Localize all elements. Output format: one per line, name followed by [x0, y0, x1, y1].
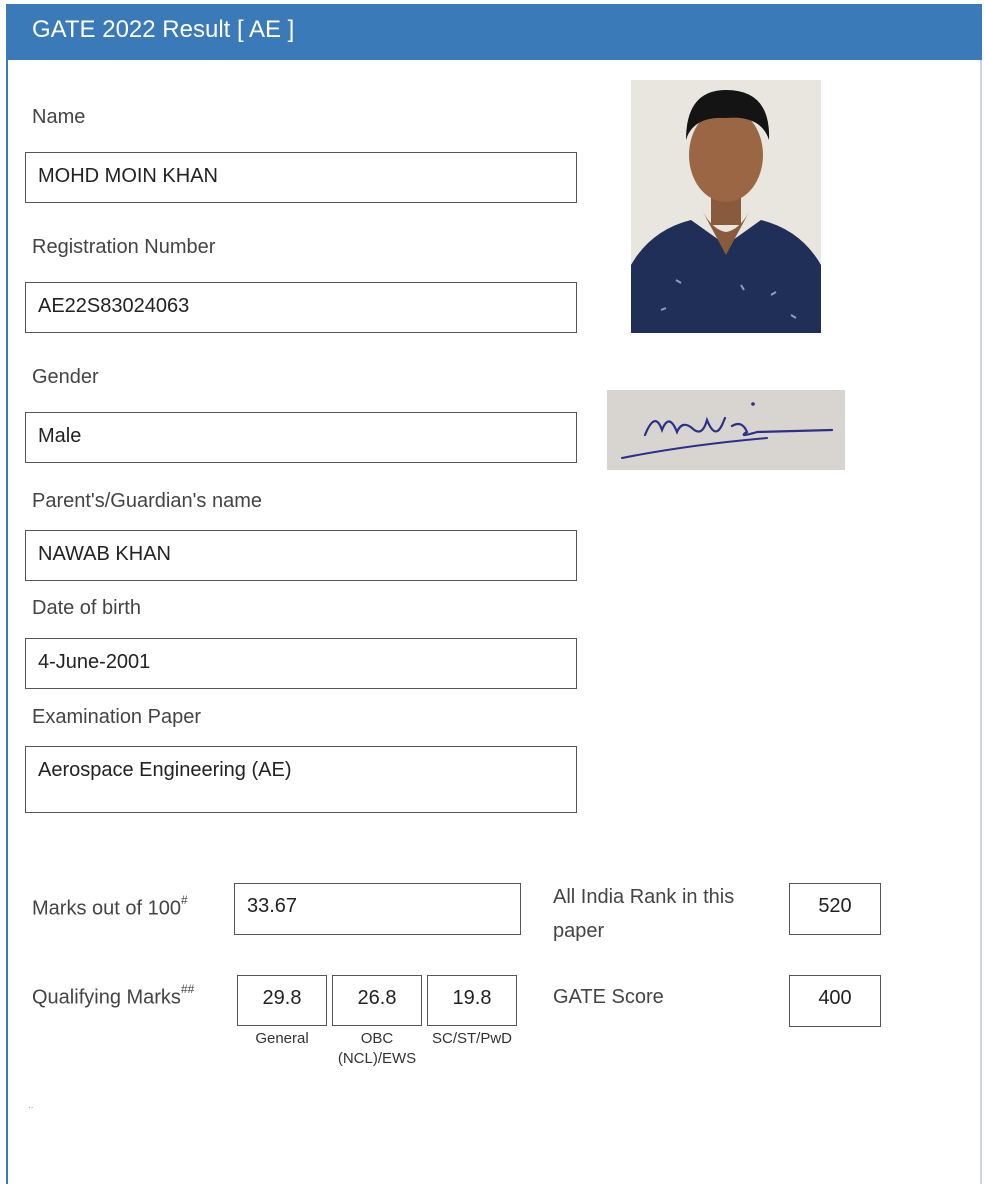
result-header	[8, 4, 982, 60]
gate-score-value: 400	[789, 975, 881, 1027]
gate-score-label: GATE Score	[553, 986, 664, 1008]
qualifying-sc-st-pwd-value: 19.8	[427, 975, 517, 1026]
qualifying-general-caption: General	[255, 1030, 309, 1047]
guardian-name-field: NAWAB KHAN	[25, 530, 577, 581]
name-field: MOHD MOIN KHAN	[25, 152, 577, 203]
qualifying-sc-st-pwd-caption: SC/ST/PwD	[431, 1030, 512, 1047]
date-of-birth-label: Date of birth	[32, 597, 141, 619]
gender-field: Male	[25, 412, 577, 463]
result-title: GATE 2022 Result [ AE ]	[32, 16, 295, 43]
name-label: Name	[32, 106, 86, 128]
examination-paper-label: Examination Paper	[32, 706, 201, 728]
marks-label: Marks out of 100#	[32, 893, 188, 920]
marks-value: 33.67	[234, 883, 521, 935]
examination-paper-field: Aerospace Engineering (AE)	[25, 746, 577, 813]
registration-number-label: Registration Number	[32, 236, 216, 258]
candidate-photo	[631, 80, 821, 333]
qualifying-obc-value: 26.8	[332, 975, 422, 1026]
all-india-rank-value: 520	[789, 883, 881, 935]
qualifying-general-value: 29.8	[237, 975, 327, 1026]
gender-label: Gender	[32, 366, 99, 388]
footer-mark: ..	[28, 1100, 34, 1111]
qualifying-marks-label: Qualifying Marks##	[32, 982, 195, 1009]
registration-number-field: AE22S83024063	[25, 282, 577, 333]
all-india-rank-label: All India Rank in this paper	[553, 886, 735, 942]
guardian-name-label: Parent's/Guardian's name	[32, 490, 262, 512]
qualifying-obc-caption: OBC (NCL)/EWS	[337, 1030, 417, 1067]
candidate-signature	[607, 390, 845, 470]
date-of-birth-field: 4-June-2001	[25, 638, 577, 689]
